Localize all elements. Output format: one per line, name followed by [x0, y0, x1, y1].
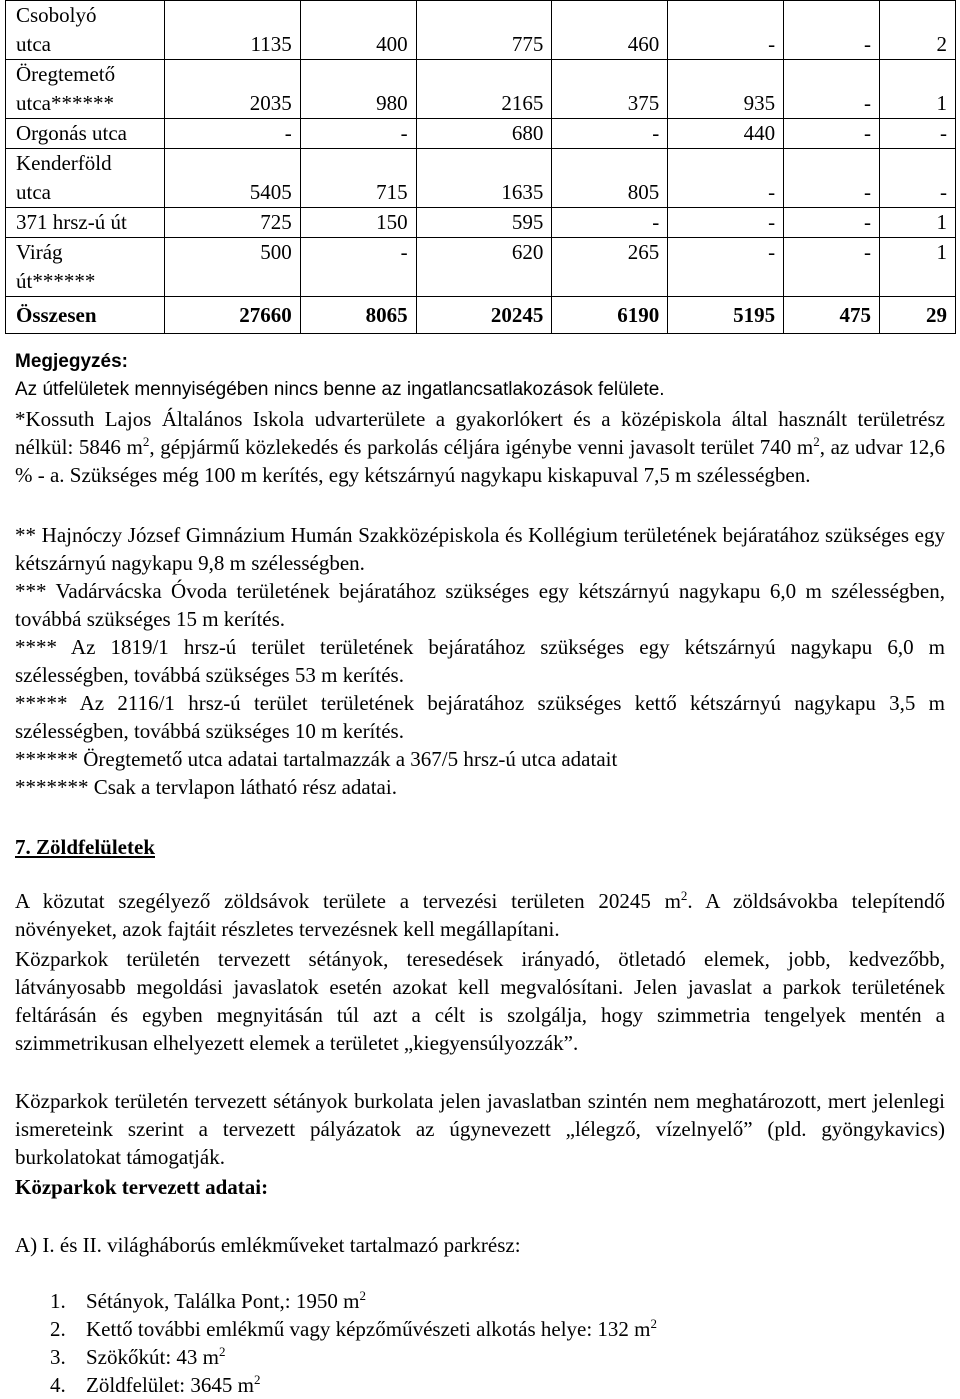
value-cell: - — [784, 149, 880, 208]
table-row — [6, 1, 956, 60]
list-item-text: Sétányok, Találka Pont,: 1950 m — [86, 1289, 360, 1313]
note-kossuth-b: , gépjármű közlekedés és parkolás céljára igénybe venni javasolt terület 740 m — [149, 435, 814, 459]
value-cell: 150 — [300, 208, 416, 238]
list-item-sup: 2 — [650, 1316, 658, 1331]
total-value-cell: 29 — [880, 297, 956, 334]
para1-b: . A zöldsávokba telepítendő növényeket, azok fajtáit részletes tervezésnek kell megállapítani. — [15, 889, 945, 941]
total-value-cell: 475 — [784, 297, 880, 334]
value-cell: 375 — [552, 60, 668, 119]
street-name-line: 371 hrsz-ú út — [16, 210, 127, 234]
total-value-cell: 20245 — [416, 297, 552, 334]
value-cell: - — [668, 149, 784, 208]
section-title: 7. Zöldfelületek — [15, 835, 155, 859]
note-kossuth-a: *Kossuth Lajos Általános Iskola udvarterülete a gyakorlókert és a középiskola által használt területrész nélkül: 5846 m — [15, 407, 945, 459]
note-oregtemeto: ****** Öregtemető utca adatai tartalmazzák a 367/5 hrsz-ú utca adatait — [15, 747, 618, 771]
sup-2: 2 — [142, 434, 150, 449]
value-cell: 265 — [552, 238, 668, 297]
street-name-line: Orgonás utca — [16, 121, 127, 145]
note-kossuth — [15, 405, 945, 489]
value-cell: - — [300, 119, 416, 149]
street-name-line: utca****** — [16, 91, 114, 115]
value-cell: 440 — [668, 119, 784, 149]
note-vadarvacska: *** Vadárvácska Óvoda területének bejáratához szükséges egy kétszárnyú nagykapu 6,0 m szélességben, továbbá szükséges 15 m kerítés. — [15, 579, 945, 631]
value-cell: - — [784, 1, 880, 60]
value-cell: - — [668, 1, 784, 60]
note-2116: ***** Az 2116/1 hrsz-ú terület területének bejáratához szükséges kettő kétszárnyú nagykapu 3,5 m szélességben, továbbá szükséges 10 m kerítés. — [15, 691, 945, 743]
note-1819: **** Az 1819/1 hrsz-ú terület területének bejáratához szükséges egy kétszárnyú nagykapu 6,0 m szélességben, továbbá szükséges 53 m kerítés. — [15, 635, 945, 687]
notes-line1: Az útfelületek mennyiségében nincs benne az ingatlancsatlakozások felülete. — [15, 379, 665, 400]
section-para2: Közparkok területén tervezett sétányok, teresedések irányadó, ötletadó elemek, jobb, kedvezőbb, látványosabb megoldási javaslatok esetén azokat kell megvalósítani. Jelen javaslat a parkok területének feltárásán és egyben megnyitásán túl azt a célt is szolgálja, hogy szimmetria tengelyek mentén a szimmetrikusan elhelyezett elemek a területet „kiegyensúlyozzák”. — [15, 947, 945, 1055]
sup-2: 2 — [680, 888, 688, 903]
para1-a: A közutat szegélyező zöldsávok területe a tervezési területen 20245 m — [15, 889, 681, 913]
street-name-line: Öregtemető — [16, 62, 116, 86]
list-item-number: 4. — [50, 1373, 66, 1397]
list-item-number: 1. — [50, 1289, 66, 1313]
notes-heading: Megjegyzés: — [15, 351, 128, 372]
list-item — [50, 1343, 930, 1371]
value-cell: 620 — [416, 238, 552, 297]
table-row — [6, 119, 956, 149]
total-value-cell: 27660 — [165, 297, 301, 334]
notes-heading-block — [15, 348, 945, 404]
value-cell: 2 — [880, 1, 956, 60]
value-cell: - — [552, 119, 668, 149]
street-name-cell — [6, 60, 165, 119]
total-value-cell: 8065 — [300, 297, 416, 334]
note-kossuth-c: , az udvar 12,6 % - a. Szükséges még 100 m kerítés, egy kétszárnyú nagykapu kiskapuval 7,5 m szélességben. — [15, 435, 945, 487]
street-name-line: Virág — [16, 240, 63, 264]
table-row — [6, 149, 956, 208]
list-item-sup: 2 — [359, 1288, 366, 1303]
value-cell: 2035 — [165, 60, 301, 119]
list-item — [50, 1287, 930, 1315]
street-name-line: utca — [16, 32, 51, 56]
value-cell: - — [300, 238, 416, 297]
table-row — [6, 208, 956, 238]
list-item-text: Szökőkút: 43 m — [86, 1345, 220, 1369]
section-para3: Közparkok területén tervezett sétányok burkolata jelen javaslatban szintén nem meghatározott, mert jelenlegi ismereteink szerint a tervezett pályázatok az úgynevezett „lélegző, vízelnyelő” (pld. gyöngykavics) burkolatokat támogatják. — [15, 1089, 945, 1169]
street-name-cell — [6, 238, 165, 297]
note-tervlap: ******* Csak a tervlapon látható rész adatai. — [15, 775, 397, 799]
list-item-number: 2. — [50, 1317, 66, 1341]
value-cell: 1 — [880, 238, 956, 297]
street-name-cell — [6, 1, 165, 60]
section-para1 — [15, 887, 945, 943]
value-cell: 1 — [880, 60, 956, 119]
value-cell: 500 — [165, 238, 301, 297]
value-cell: 1635 — [416, 149, 552, 208]
value-cell: - — [880, 149, 956, 208]
note-hajnoczy: ** Hajnóczy József Gimnázium Humán Szakközépiskola és Kollégium területének bejáratához szükséges egy kétszárnyú nagykapu 9,8 m szélességben. — [15, 523, 945, 575]
value-cell: - — [784, 238, 880, 297]
item-list — [50, 1287, 930, 1399]
street-name-cell — [6, 149, 165, 208]
street-name-cell — [6, 208, 165, 238]
value-cell: 1135 — [165, 1, 301, 60]
value-cell: 980 — [300, 60, 416, 119]
value-cell: - — [165, 119, 301, 149]
value-cell: 400 — [300, 1, 416, 60]
list-item-text: Zöldfelület: 3645 m — [86, 1373, 254, 1397]
sup-2: 2 — [813, 434, 820, 449]
value-cell: - — [784, 208, 880, 238]
total-value-cell: 6190 — [552, 297, 668, 334]
list-item-sup: 2 — [253, 1372, 261, 1387]
list-item — [50, 1371, 930, 1399]
street-name-line: Kenderföld — [16, 151, 112, 175]
value-cell: 725 — [165, 208, 301, 238]
street-name-line: utca — [16, 180, 51, 204]
table-row — [6, 238, 956, 297]
list-item — [50, 1315, 930, 1343]
value-cell: 595 — [416, 208, 552, 238]
section-subheading: Közparkok tervezett adatai: — [15, 1175, 269, 1199]
value-cell: - — [668, 208, 784, 238]
value-cell: - — [880, 119, 956, 149]
total-row — [6, 297, 956, 334]
value-cell: - — [784, 119, 880, 149]
street-name-cell — [6, 119, 165, 149]
total-label: Összesen — [6, 297, 165, 334]
value-cell: 1 — [880, 208, 956, 238]
value-cell: 805 — [552, 149, 668, 208]
street-name-line: Csobolyó — [16, 3, 97, 27]
list-item-number: 3. — [50, 1345, 66, 1369]
value-cell: 460 — [552, 1, 668, 60]
section-part-a: A) I. és II. világháborús emlékműveket tartalmazó parkrész: — [15, 1233, 521, 1257]
value-cell: - — [668, 238, 784, 297]
street-data-table — [5, 0, 956, 334]
value-cell: - — [552, 208, 668, 238]
street-name-line: út****** — [16, 269, 96, 293]
value-cell: 935 — [668, 60, 784, 119]
list-item-sup: 2 — [219, 1344, 226, 1359]
total-value-cell: 5195 — [668, 297, 784, 334]
value-cell: 2165 — [416, 60, 552, 119]
value-cell: 775 — [416, 1, 552, 60]
value-cell: 5405 — [165, 149, 301, 208]
value-cell: 680 — [416, 119, 552, 149]
table-row — [6, 60, 956, 119]
value-cell: 715 — [300, 149, 416, 208]
value-cell: - — [784, 60, 880, 119]
list-item-text: Kettő további emlékmű vagy képzőművészeti alkotás helye: 132 m — [86, 1317, 651, 1341]
